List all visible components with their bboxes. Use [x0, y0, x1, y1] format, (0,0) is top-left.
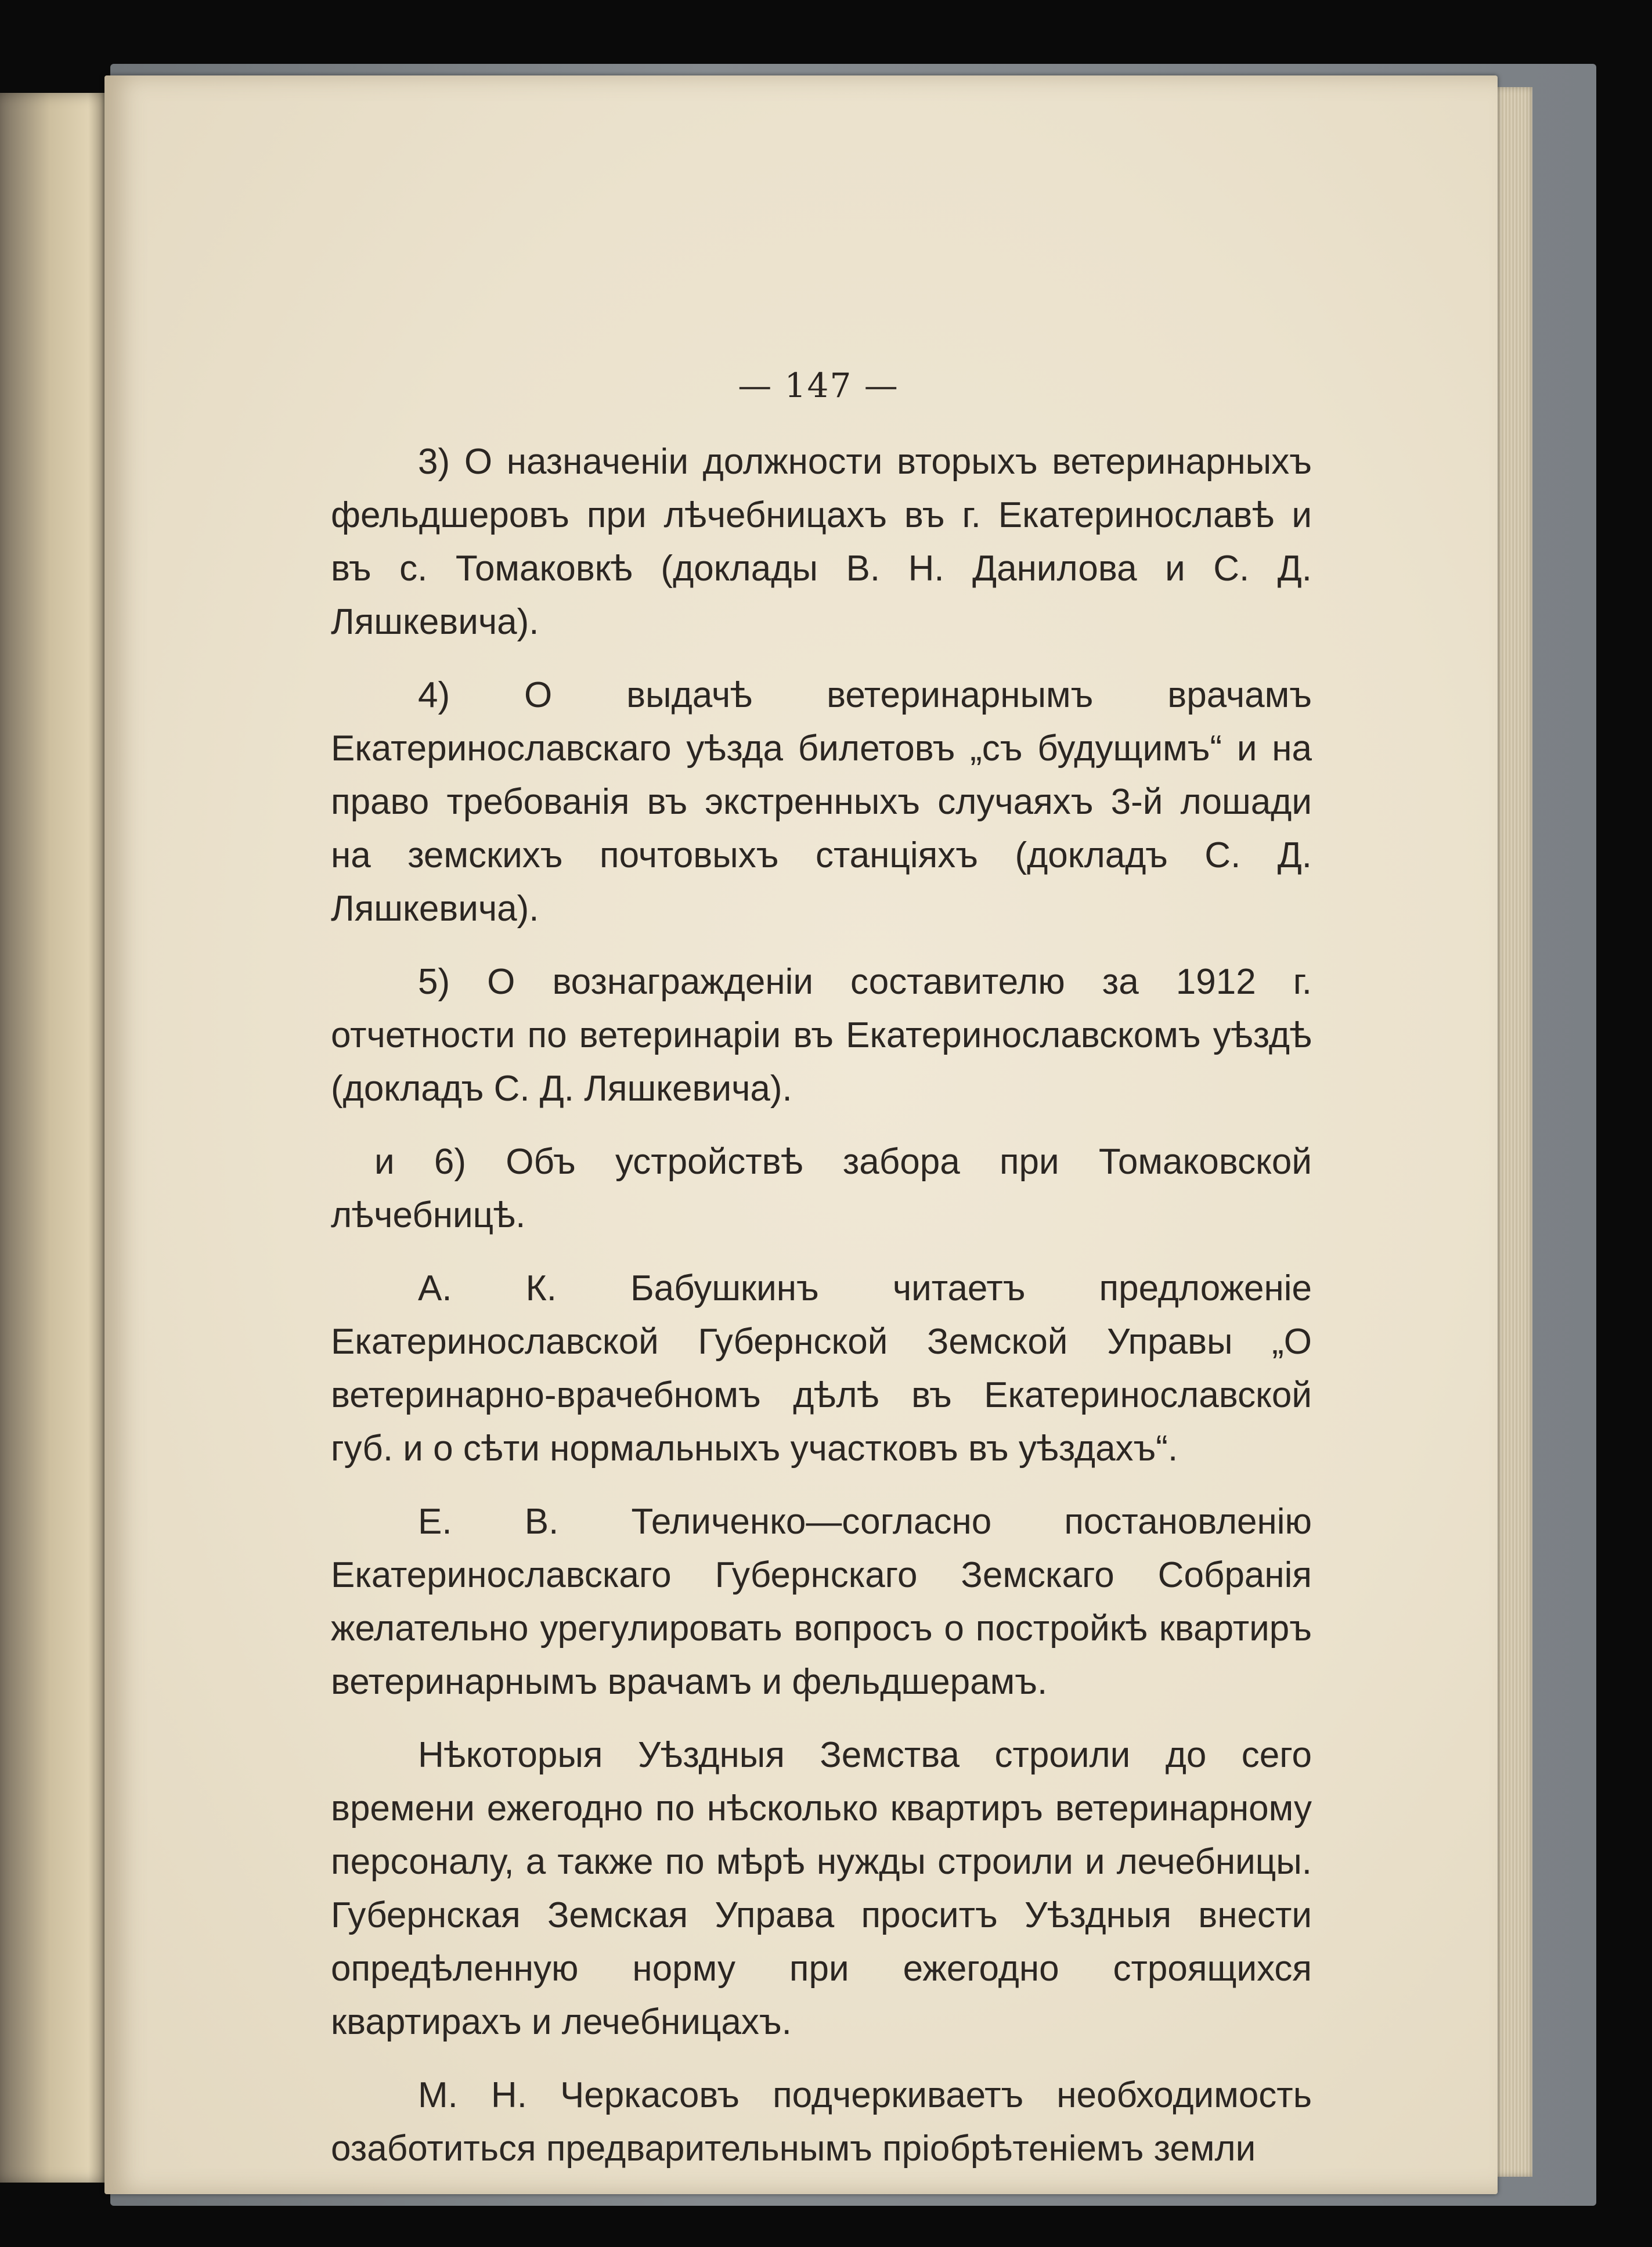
paragraph-item-3: 3) О назначенiи должности вторыхъ ветеринарныхъ фельдшеровъ при лѣчебницахъ въ г. Екатеринославѣ и въ с. Томаковкѣ (доклады В. Н. Данилова и С. Д. Ляшкевича). [331, 442, 1312, 642]
book-page [104, 75, 1498, 2194]
paragraph-babushkin: А. К. Бабушкинъ читаетъ предложенiе Екатеринославской Губернской Земской Управы „О ветеринарно-врачебномъ дѣлѣ въ Екатеринославской губ. и о сѣти нормальныхъ участковъ въ уѣздахъ“. [331, 1268, 1312, 1469]
paragraph-item-6: и 6) Объ устройствѣ забора при Томаковской лѣчебницѣ. [331, 1142, 1312, 1235]
paragraph-cherkasov: М. Н. Черкасовъ подчеркиваетъ необходимость озаботиться предварительнымъ прiобрѣтенiемъ земли [331, 2075, 1312, 2169]
page-text [331, 435, 1312, 2195]
left-facing-page-edge [0, 93, 110, 2183]
paragraph-zemstva: Нѣкоторыя Уѣздныя Земства строили до сего времени ежегодно по нѣсколько квартиръ ветеринарному персоналу, а также по мѣрѣ нужды строили и лечебницы. Губернская Земская Управа проситъ Уѣздныя внести опредѣленную норму при ежегодно строящихся квартирахъ и лечебницахъ. [331, 1735, 1312, 2042]
paragraph-item-5: 5) О вознагражденiи составителю за 1912 г. отчетности по ветеринарiи въ Екатеринославскомъ уѣздѣ (докладъ С. Д. Ляшкевича). [331, 962, 1312, 1109]
paragraph-item-4: 4) О выдачѣ ветеринарнымъ врачамъ Екатеринославскаго уѣзда билетовъ „съ будущимъ“ и на право требованiя въ экстренныхъ случаяхъ 3-й лошади на земскихъ почтовыхъ станцiяхъ (докладъ С. Д. Ляшкевича). [331, 675, 1312, 929]
page-number: — 147 — [738, 366, 899, 405]
paragraph-telichenko: Е. В. Теличенко—согласно постановленiю Екатеринославскаго Губернскаго Земскаго Собранiя желательно урегулировать вопросъ о постройкѣ квартиръ ветеринарнымъ врачамъ и фельдшерамъ. [331, 1502, 1312, 1702]
